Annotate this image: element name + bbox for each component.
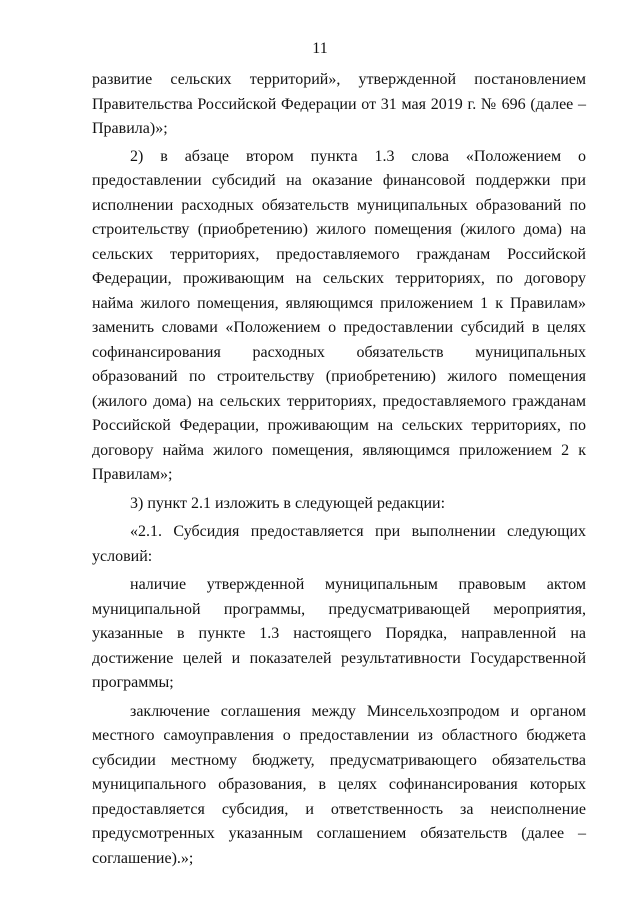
paragraph-condition-program: наличие утвержденной муниципальным правовым актом муниципальной программы, предусматривающей мероприятия, указанные в пункте 1.3 настоящего Порядка, направленной на достижение целей и показателей результативности Государственной программы;: [92, 576, 586, 691]
paragraph-item-2: 2) в абзаце втором пункта 1.3 слова «Положением о предоставлении субсидий на оказание финансовой поддержки при исполнении расходных обязательств муниципальных образований по строительству (приобретению) жилого помещения (жилого дома) на сельских территориях, предоставляемого гражданам Российской Федерации, проживающим на сельских территориях, по договору найма жилого помещения, являющимся приложением 1 к Правилам» заменить словами «Положением о предоставлении субсидий в целях софинансирования расходных обязательств муниципальных образований по строительству (приобретению) жилого помещения (жилого дома) на сельских территориях, предоставляемого гражданам Российской Федерации, проживающим на сельских территориях, по договору найма жилого помещения, являющимся приложением 2 к Правилам»;: [92, 147, 586, 483]
paragraph-continuation: развитие сельских территорий», утвержденной постановлением Правительства Российской Федерации от 31 мая 2019 г. № 696 (далее – Правила)»;: [92, 71, 586, 137]
paragraph-item-3: 3) пункт 2.1 изложить в следующей редакции:: [130, 494, 446, 512]
paragraph-clause-2-1: «2.1. Субсидия предоставляется при выполнении следующих условий:: [92, 523, 586, 565]
paragraph-condition-agreement: заключение соглашения между Минсельхозпродом и органом местного самоуправления о предоставлении из областного бюджета субсидии местному бюджету, предусматривающего обязательства муниципального образования, в целях софинансирования которых предоставляется субсидия, и ответственность за неисполнение предусмотренных указанным соглашением обязательств (далее – соглашение).»;: [92, 702, 586, 867]
document-body: [92, 68, 586, 871]
page-number: 11: [312, 40, 328, 57]
